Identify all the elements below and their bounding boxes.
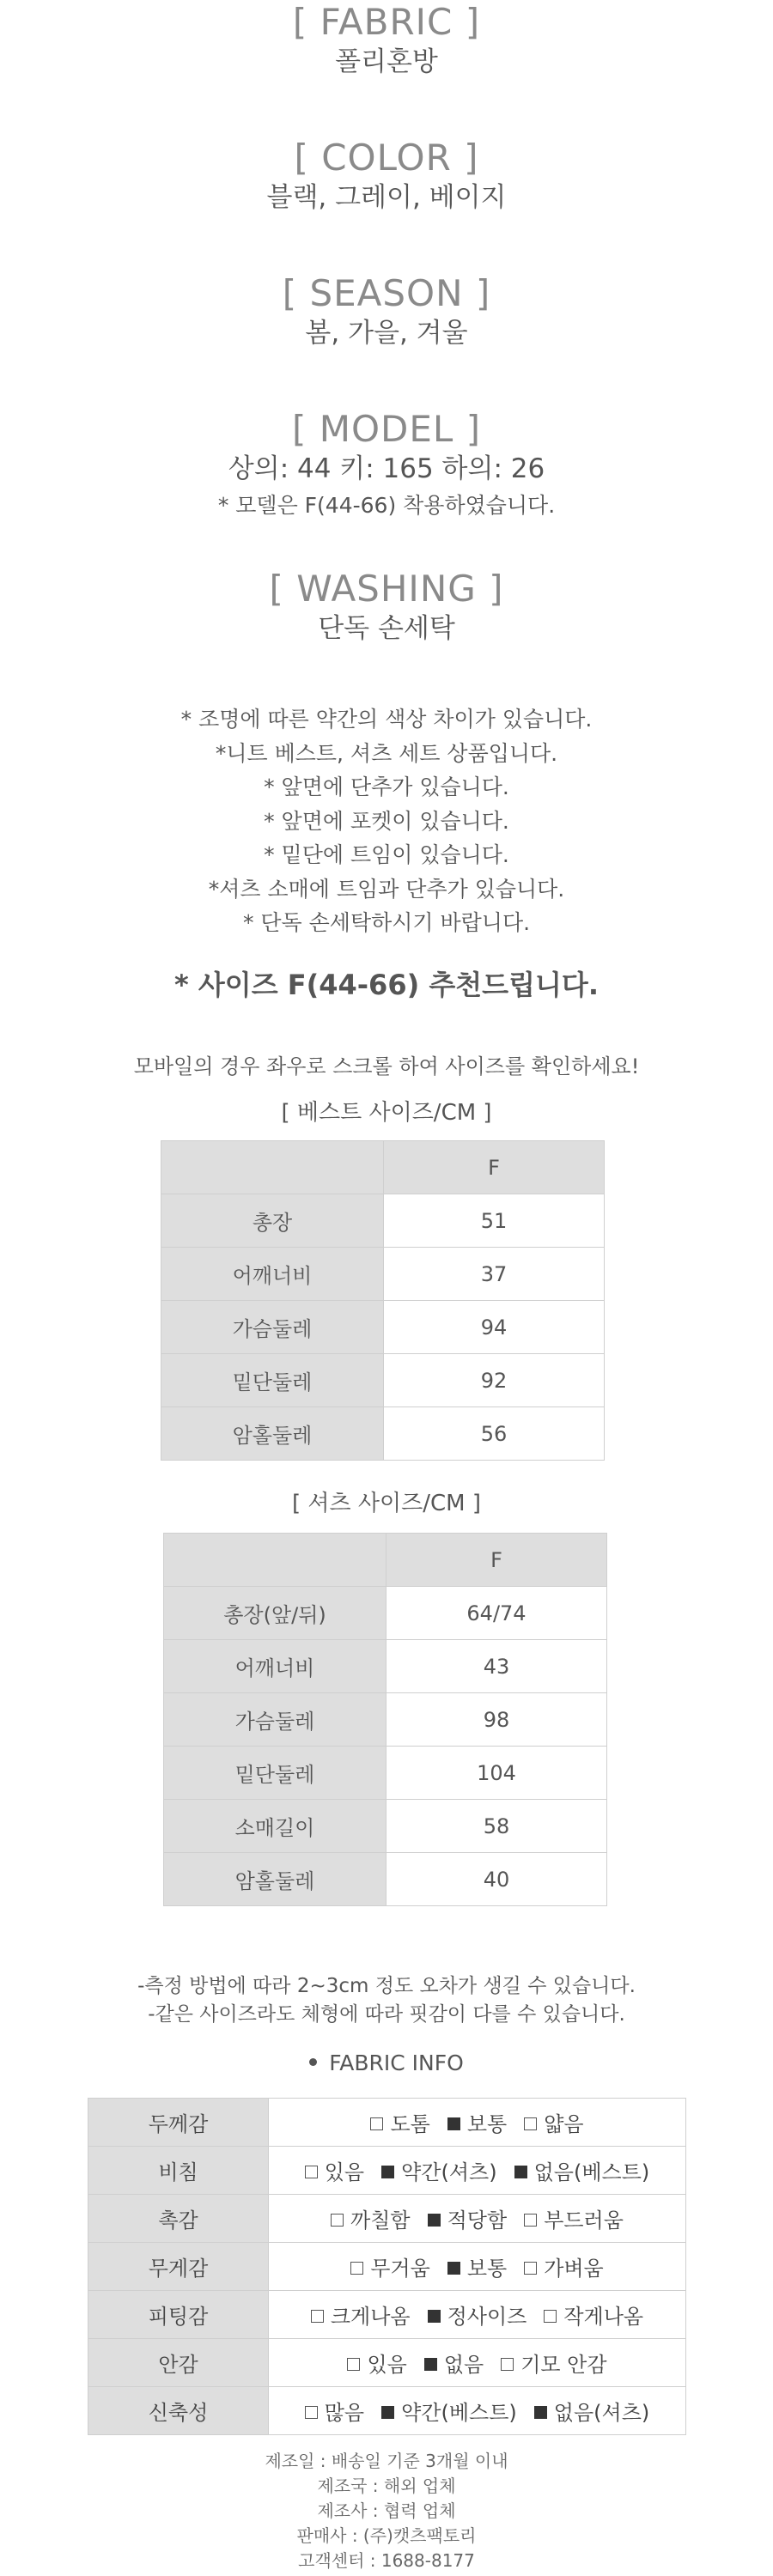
row-label: 밑단둘레	[164, 1747, 386, 1800]
fabric-option-label: 없음(베스트)	[533, 2160, 650, 2184]
table-row	[164, 1693, 607, 1747]
row-label: 총장	[161, 1194, 384, 1248]
fabric-attribute-label: 촉감	[88, 2195, 269, 2243]
unchecked-box-icon	[501, 2358, 514, 2371]
fabric-info-row	[88, 2291, 686, 2339]
row-value: 98	[386, 1693, 607, 1747]
model-note: * 모델은 F(44-66) 착용하였습니다.	[217, 492, 556, 518]
unchecked-box-icon	[524, 2214, 537, 2227]
fabric-option	[534, 2396, 649, 2426]
table-row	[164, 1640, 607, 1693]
fabric-option-label: 도톰	[390, 2112, 430, 2136]
fabric-option	[447, 2107, 507, 2137]
season-title: [ SEASON ]	[282, 272, 491, 314]
fabric-option-label: 보통	[466, 2257, 508, 2281]
header-size-cell: F	[384, 1141, 605, 1194]
note-line: *셔츠 소매에 트임과 단추가 있습니다.	[208, 876, 565, 902]
unchecked-box-icon	[305, 2406, 318, 2419]
fabric-info-table	[88, 2098, 686, 2435]
fabric-option	[331, 2203, 411, 2233]
fabric-option	[305, 2396, 364, 2426]
row-label: 가슴둘레	[161, 1301, 384, 1354]
table-row	[161, 1194, 605, 1248]
measurement-note: -같은 사이즈라도 체형에 따라 핏감이 다를 수 있습니다.	[148, 2003, 625, 2026]
fabric-option-label: 적당함	[447, 2208, 508, 2233]
fabric-attribute-label: 안감	[88, 2339, 269, 2387]
fabric-option	[428, 2203, 508, 2233]
fabric-option	[524, 2107, 583, 2137]
washing-title: [ WASHING ]	[269, 568, 504, 610]
fabric-option-label: 약간(셔츠)	[401, 2160, 497, 2184]
row-value: 94	[384, 1301, 605, 1354]
season-value: 봄, 가을, 겨울	[305, 318, 468, 349]
row-value: 104	[386, 1747, 607, 1800]
color-title: [ COLOR ]	[294, 137, 479, 179]
fabric-option-label: 정사이즈	[447, 2305, 527, 2329]
row-label: 어깨너비	[164, 1640, 386, 1693]
fabric-option-label: 약간(베스트)	[401, 2401, 517, 2425]
product-notes	[0, 702, 773, 940]
row-label: 암홀둘레	[161, 1407, 384, 1461]
fabric-option-label: 부드러움	[544, 2208, 624, 2233]
note-line: * 밑단에 트임이 있습니다.	[264, 842, 509, 867]
bullet-icon	[309, 2058, 317, 2066]
fabric-attribute-label: 비침	[88, 2147, 269, 2195]
unchecked-box-icon	[544, 2310, 557, 2323]
row-label: 소매길이	[164, 1800, 386, 1853]
row-value: 58	[386, 1800, 607, 1853]
footer-line: 제조일 : 배송일 기준 3개월 이내	[265, 2451, 508, 2471]
unchecked-box-icon	[524, 2262, 537, 2275]
fabric-title: [ FABRIC ]	[292, 1, 481, 43]
washing-value: 단독 손세탁	[318, 613, 455, 645]
fabric-option	[305, 2155, 364, 2185]
fabric-attribute-label: 무게감	[88, 2243, 269, 2291]
checked-box-icon	[424, 2358, 437, 2371]
fabric-option-label: 보통	[466, 2112, 508, 2136]
table-row	[161, 1407, 605, 1461]
row-value: 56	[384, 1407, 605, 1461]
footer-line: 판매사 : (주)캣츠팩토리	[296, 2525, 477, 2546]
fabric-section	[0, 2, 773, 80]
header-empty-cell	[161, 1141, 384, 1194]
product-info-footer	[0, 2449, 773, 2573]
color-section	[0, 137, 773, 216]
unchecked-box-icon	[350, 2262, 363, 2275]
measurement-notes	[0, 1972, 773, 2030]
note-line: * 앞면에 단추가 있습니다.	[264, 775, 509, 799]
note-line: * 앞면에 포켓이 있습니다.	[264, 808, 509, 834]
row-label: 가슴둘레	[164, 1693, 386, 1747]
washing-section	[0, 568, 773, 647]
shirt-table-title: [ 셔츠 사이즈/CM ]	[291, 1491, 481, 1516]
note-line: * 단독 손세탁하시기 바랍니다.	[242, 910, 531, 935]
unchecked-box-icon	[524, 2117, 537, 2130]
fabric-info-heading	[0, 2050, 773, 2075]
note-line: *니트 베스트, 셔츠 세트 상품입니다.	[215, 740, 558, 766]
fabric-attribute-label: 신축성	[88, 2387, 269, 2435]
checked-box-icon	[514, 2166, 527, 2178]
checked-box-icon	[428, 2214, 441, 2227]
fabric-option	[544, 2300, 643, 2330]
unchecked-box-icon	[370, 2117, 383, 2130]
header-size-cell: F	[386, 1534, 607, 1587]
unchecked-box-icon	[347, 2358, 360, 2371]
table-row	[164, 1587, 607, 1640]
fabric-options-cell	[269, 2099, 686, 2147]
header-empty-cell	[164, 1534, 386, 1587]
row-label: 총장(앞/뒤)	[164, 1587, 386, 1640]
fabric-option-label: 가벼움	[544, 2257, 604, 2281]
row-value: 92	[384, 1354, 605, 1407]
vest-size-table	[161, 1140, 605, 1461]
checked-box-icon	[381, 2406, 394, 2419]
fabric-option	[424, 2348, 484, 2378]
table-row	[161, 1248, 605, 1301]
model-section	[0, 409, 773, 519]
table-header-row	[161, 1141, 605, 1194]
row-label: 암홀둘레	[164, 1853, 386, 1906]
note-line: * 조명에 따른 약간의 색상 차이가 있습니다.	[180, 707, 593, 732]
row-value: 37	[384, 1248, 605, 1301]
fabric-option	[524, 2251, 604, 2281]
fabric-options-cell	[269, 2291, 686, 2339]
fabric-option-label: 있음	[367, 2353, 407, 2377]
vest-table-title: [ 베스트 사이즈/CM ]	[281, 1100, 492, 1126]
fabric-option	[350, 2251, 430, 2281]
fabric-option	[501, 2348, 606, 2378]
fabric-option	[447, 2251, 507, 2281]
row-label: 어깨너비	[161, 1248, 384, 1301]
fabric-attribute-label: 피팅감	[88, 2291, 269, 2339]
table-row	[164, 1853, 607, 1906]
fabric-options-cell	[269, 2339, 686, 2387]
size-recommendation: * 사이즈 F(44-66) 추천드립니다.	[174, 969, 599, 1001]
fabric-option-label: 기모 안감	[520, 2353, 607, 2377]
fabric-option	[311, 2300, 411, 2330]
mobile-notice: 모바일의 경우 좌우로 스크롤 하여 사이즈를 확인하세요!	[133, 1054, 640, 1078]
table-row	[164, 1747, 607, 1800]
table-header-row	[164, 1534, 607, 1587]
season-section	[0, 273, 773, 351]
unchecked-box-icon	[311, 2310, 324, 2323]
measurement-note: -측정 방법에 따라 2~3cm 정도 오차가 생길 수 있습니다.	[137, 1975, 636, 1997]
fabric-info-row	[88, 2387, 686, 2435]
row-label: 밑단둘레	[161, 1354, 384, 1407]
table-row	[161, 1301, 605, 1354]
fabric-info-row	[88, 2339, 686, 2387]
unchecked-box-icon	[331, 2214, 344, 2227]
fabric-option-label: 무거움	[370, 2257, 430, 2281]
fabric-options-cell	[269, 2387, 686, 2435]
fabric-option	[428, 2300, 527, 2330]
fabric-options-cell	[269, 2147, 686, 2195]
model-value: 상의: 44 키: 165 하의: 26	[228, 453, 545, 485]
fabric-options-cell	[269, 2243, 686, 2291]
fabric-option-label: 얇음	[544, 2112, 584, 2136]
fabric-option-label: 작게나옴	[563, 2305, 644, 2329]
footer-line: 고객센터 : 1688-8177	[298, 2550, 475, 2571]
shirt-size-table	[163, 1533, 607, 1906]
checked-box-icon	[534, 2406, 547, 2419]
fabric-option	[381, 2155, 496, 2185]
fabric-info-row	[88, 2195, 686, 2243]
fabric-info-row	[88, 2099, 686, 2147]
table-row	[161, 1354, 605, 1407]
model-title: [ MODEL ]	[291, 408, 482, 450]
table-row	[164, 1800, 607, 1853]
row-value: 51	[384, 1194, 605, 1248]
checked-box-icon	[447, 2117, 460, 2130]
color-value: 블랙, 그레이, 베이지	[266, 182, 507, 214]
fabric-option	[514, 2155, 650, 2185]
checked-box-icon	[381, 2166, 394, 2178]
fabric-option	[381, 2396, 517, 2426]
checked-box-icon	[447, 2262, 460, 2275]
fabric-option	[370, 2107, 429, 2137]
fabric-value: 폴리혼방	[335, 46, 438, 78]
fabric-option-label: 없음	[443, 2353, 484, 2377]
fabric-option	[524, 2203, 624, 2233]
fabric-option-label: 많음	[324, 2401, 365, 2425]
fabric-attribute-label: 두께감	[88, 2099, 269, 2147]
fabric-info-title: FABRIC INFO	[329, 2050, 464, 2075]
fabric-option-label: 크게나옴	[330, 2305, 411, 2329]
fabric-option-label: 있음	[324, 2160, 365, 2184]
fabric-options-cell	[269, 2195, 686, 2243]
fabric-info-row	[88, 2147, 686, 2195]
row-value: 64/74	[386, 1587, 607, 1640]
fabric-info-body	[88, 2099, 686, 2435]
footer-line: 제조국 : 해외 업체	[317, 2476, 456, 2496]
unchecked-box-icon	[305, 2166, 318, 2178]
fabric-option	[347, 2348, 406, 2378]
fabric-option-label: 까칠함	[350, 2208, 411, 2233]
row-value: 43	[386, 1640, 607, 1693]
row-value: 40	[386, 1853, 607, 1906]
footer-line: 제조사 : 협력 업체	[317, 2500, 456, 2521]
fabric-option-label: 없음(셔츠)	[553, 2401, 650, 2425]
fabric-info-row	[88, 2243, 686, 2291]
checked-box-icon	[428, 2310, 441, 2323]
